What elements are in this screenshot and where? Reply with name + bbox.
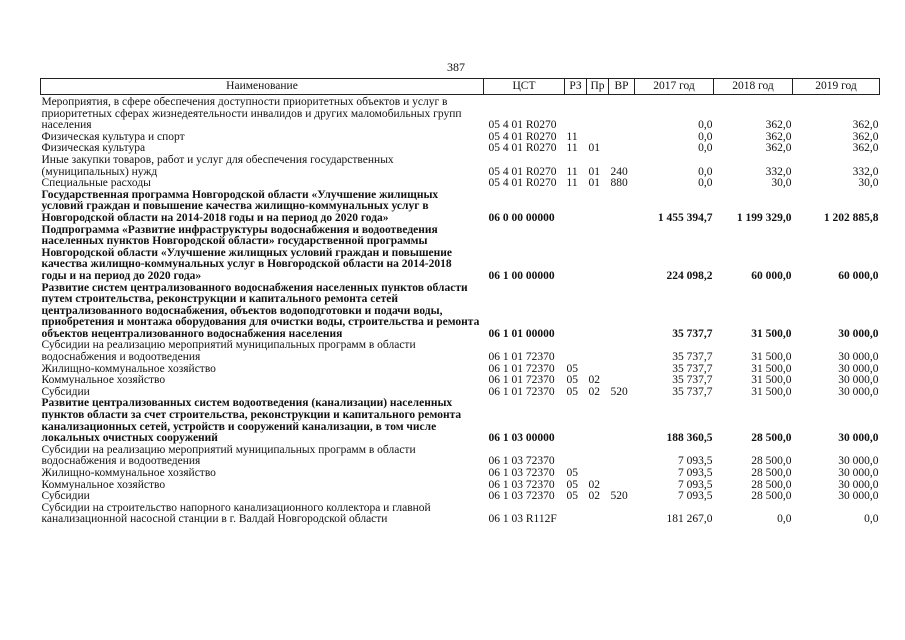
header-pr: Пр [587,79,609,95]
cell-2017: 0,0 [698,130,713,143]
cell-pr [587,225,609,283]
cell-2019: 30 000,0 [838,467,879,479]
cell-vr: 520 [610,385,628,398]
cell-vr: 240 [610,165,628,178]
cell-2017: 35 737,7 [672,362,713,375]
cell-rz: 05 [566,490,578,503]
cell-name: Жилищно-коммунальное хозяйство [41,362,216,375]
cell-2018: 30,0 [771,177,792,190]
cell-pr [587,340,609,363]
cell-cst: 06 1 03 72370 [488,478,555,491]
cell-2019: 30 000,0 [838,490,879,503]
cell-name: Иные закупки товаров, работ и услуг для обеспечения государственных (муниципальных) нужд [41,153,394,178]
cell-2017: 181 267,0 [666,513,713,526]
table-row [41,340,880,363]
cell-cst: 06 1 03 R112F [488,513,557,526]
table-row [41,225,880,283]
cell-vr [609,225,635,283]
cell-pr [587,445,609,468]
cell-rz: 05 [566,374,578,387]
cell-2017: 188 360,5 [666,432,713,445]
cell-2019: 30 000,0 [838,374,879,387]
cell-cst: 06 1 01 72370 [488,385,555,398]
cell-2018: 60 000,0 [751,269,792,282]
cell-rz [565,283,587,341]
cell-2017: 7 093,5 [678,455,713,468]
cell-vr [609,398,635,444]
table-row [41,190,880,225]
page-number: 387 [447,60,465,74]
cell-2018: 28 500,0 [751,478,792,491]
cell-2017: 7 093,5 [678,490,713,503]
cell-2019: 30 000,0 [838,455,879,468]
header-rz: РЗ [565,79,587,95]
cell-2019: 60 000,0 [838,269,879,282]
cell-2018: 28 500,0 [751,432,792,445]
cell-2017: 7 093,5 [678,478,713,491]
cell-cst: 05 4 01 R0270 [488,130,557,143]
cell-cst: 06 1 03 72370 [488,467,555,479]
table-row [41,178,880,190]
cell-vr [609,132,635,144]
cell-rz [565,225,587,283]
cell-rz [565,398,587,444]
header-vr: ВР [609,79,635,95]
cell-pr [587,503,609,526]
cell-pr: 01 [588,165,600,178]
cell-vr [609,283,635,341]
cell-cst: 06 1 03 72370 [488,455,555,468]
cell-2019: 362,0 [852,119,879,132]
table-row [41,468,880,480]
cell-cst: 05 4 01 R0270 [488,142,557,155]
table-row [41,283,880,341]
cell-pr: 02 [588,490,600,503]
cell-name: Жилищно-коммунальное хозяйство [41,467,216,479]
cell-rz: 05 [566,385,578,398]
cell-2019: 30 000,0 [838,385,879,398]
cell-pr [587,398,609,444]
cell-2017: 35 737,7 [672,385,713,398]
cell-name: Физическая культура и спорт [41,130,185,143]
cell-2017: 35 737,7 [672,374,713,387]
cell-name: Государственная программа Новгородской области «Улучшение жилищных условий граждан и повышение качества жилищно-коммунальных услуг в Новгородской области на 2014-2018 годы и на период до 2020 года» [41,188,439,224]
cell-name: Субсидии [41,385,90,398]
cell-name: Развитие централизованных систем водоотведения (канализации) населенных пунктов области за счет строительства, реконструкции и капитального ремонта канализационных сетей, устройств и сооружений канализации, в том числе локальных очистных сооружений [41,397,462,445]
cell-pr: 02 [588,478,600,491]
cell-2017: 35 737,7 [672,351,713,364]
table-row [41,95,880,132]
cell-2017: 224 098,2 [666,269,713,282]
cell-rz: 11 [566,142,578,155]
cell-2017: 0,0 [698,119,713,132]
cell-2018: 28 500,0 [751,467,792,479]
cell-2019: 30 000,0 [838,432,879,445]
cell-name: Мероприятия, в сфере обеспечения доступности приоритетных объектов и услуг в приоритетных сферах жизнедеятельности инвалидов и других маломобильных групп населения [41,96,462,132]
cell-cst: 06 1 01 72370 [488,351,555,364]
cell-pr: 01 [588,142,600,155]
cell-2018: 28 500,0 [751,490,792,503]
cell-cst: 06 1 03 72370 [488,490,555,503]
cell-2017: 0,0 [698,177,713,190]
cell-pr [587,95,609,132]
cell-2017: 0,0 [698,165,713,178]
header-name: Наименование [41,79,484,95]
cell-name: Физическая культура [41,142,146,155]
cell-rz [565,503,587,526]
cell-2018: 31 500,0 [751,327,792,340]
cell-name: Специальные расходы [41,177,151,190]
cell-2019: 30 000,0 [838,327,879,340]
cell-2018: 362,0 [765,142,792,155]
cell-2019: 362,0 [852,142,879,155]
cell-vr [609,364,635,376]
cell-name: Субсидии на реализацию мероприятий муниципальных программ в области водоснабжения и водоотведения [41,339,416,364]
cell-pr [587,190,609,225]
cell-2018: 31 500,0 [751,374,792,387]
header-2019: 2019 год [793,79,880,95]
cell-2019: 30 000,0 [838,351,879,364]
cell-vr: 880 [610,177,628,190]
cell-2018: 362,0 [765,130,792,143]
cell-2019: 332,0 [852,165,879,178]
table-body [41,95,880,526]
cell-2018: 31 500,0 [751,385,792,398]
cell-cst: 06 1 01 00000 [488,327,555,340]
cell-pr: 02 [588,385,600,398]
cell-rz [565,445,587,468]
cell-name: Коммунальное хозяйство [41,374,166,387]
cell-2017: 0,0 [698,142,713,155]
table-row [41,445,880,468]
cell-cst: 05 4 01 R0270 [488,119,557,132]
header-2018: 2018 год [714,79,793,95]
cell-cst: 06 0 00 00000 [488,211,555,224]
cell-cst: 06 1 01 72370 [488,374,555,387]
cell-2018: 1 199 329,0 [736,211,792,224]
cell-rz [565,190,587,225]
table-row [41,155,880,178]
budget-table [40,78,880,526]
cell-rz: 11 [566,130,578,143]
table-row [41,503,880,526]
cell-2018: 31 500,0 [751,351,792,364]
cell-2018: 332,0 [765,165,792,178]
cell-name: Субсидии [41,490,90,503]
cell-2019: 362,0 [852,130,879,143]
cell-name: Подпрограмма «Развитие инфраструктуры водоснабжения и водоотведения населенных пунктов Новгородской области» государственной программы Новгородской области «Улучшение жилищных условий граждан и повышение качества жилищно-коммунальных услуг в Новгородской области на 2014-2018 годы и на период до 2020 года» [41,223,453,282]
cell-2019: 1 202 885,8 [823,211,879,224]
cell-2019: 30 000,0 [838,478,879,491]
cell-2019: 0,0 [864,513,879,526]
cell-vr: 520 [610,490,628,503]
cell-cst: 06 1 03 00000 [488,432,555,445]
cell-name: Субсидии на строительство напорного канализационного коллектора и главной канализационной насосной станции в г. Валдай Новгородской области [41,501,431,526]
cell-cst: 05 4 01 R0270 [488,177,557,190]
cell-vr [609,95,635,132]
cell-rz: 05 [566,467,578,479]
cell-pr [587,468,609,480]
cell-vr [609,503,635,526]
cell-cst: 05 4 01 R0270 [488,165,557,178]
cell-vr [609,445,635,468]
cell-name: Коммунальное хозяйство [41,478,166,491]
cell-pr [587,283,609,341]
cell-2018: 28 500,0 [751,455,792,468]
cell-2017: 1 455 394,7 [657,211,713,224]
cell-pr: 01 [588,177,600,190]
cell-rz: 11 [566,165,578,178]
cell-rz [565,340,587,363]
cell-name: Субсидии на реализацию мероприятий муниципальных программ в области водоснабжения и водоотведения [41,443,416,468]
cell-name: Развитие систем централизованного водоснабжения населенных пунктов области путем строительства, реконструкции и капитального ремонта сетей централизованного водоснабжения, объектов водоподготовки и подачи воды, приобретения и монтажа оборудования для очистки воды, строительства и ремонта объектов нецентрализованного водоснабжения населения [41,281,480,340]
cell-vr [609,468,635,480]
table-row [41,132,880,144]
cell-vr [609,190,635,225]
cell-2018: 0,0 [777,513,792,526]
cell-vr [609,340,635,363]
cell-2018: 362,0 [765,119,792,132]
cell-cst: 06 1 00 00000 [488,269,555,282]
cell-pr: 02 [588,374,600,387]
table-header-row [41,79,880,95]
cell-2019: 30 000,0 [838,362,879,375]
cell-2018: 31 500,0 [751,362,792,375]
cell-rz: 11 [566,177,578,190]
cell-rz: 05 [566,362,578,375]
table-row [41,398,880,444]
cell-rz [565,95,587,132]
cell-cst: 06 1 01 72370 [488,362,555,375]
header-2017: 2017 год [635,79,714,95]
cell-2017: 35 737,7 [672,327,713,340]
header-cst: ЦСТ [484,79,565,95]
cell-2019: 30,0 [858,177,879,190]
cell-2017: 7 093,5 [678,467,713,479]
cell-vr [609,143,635,155]
cell-rz: 05 [566,478,578,491]
